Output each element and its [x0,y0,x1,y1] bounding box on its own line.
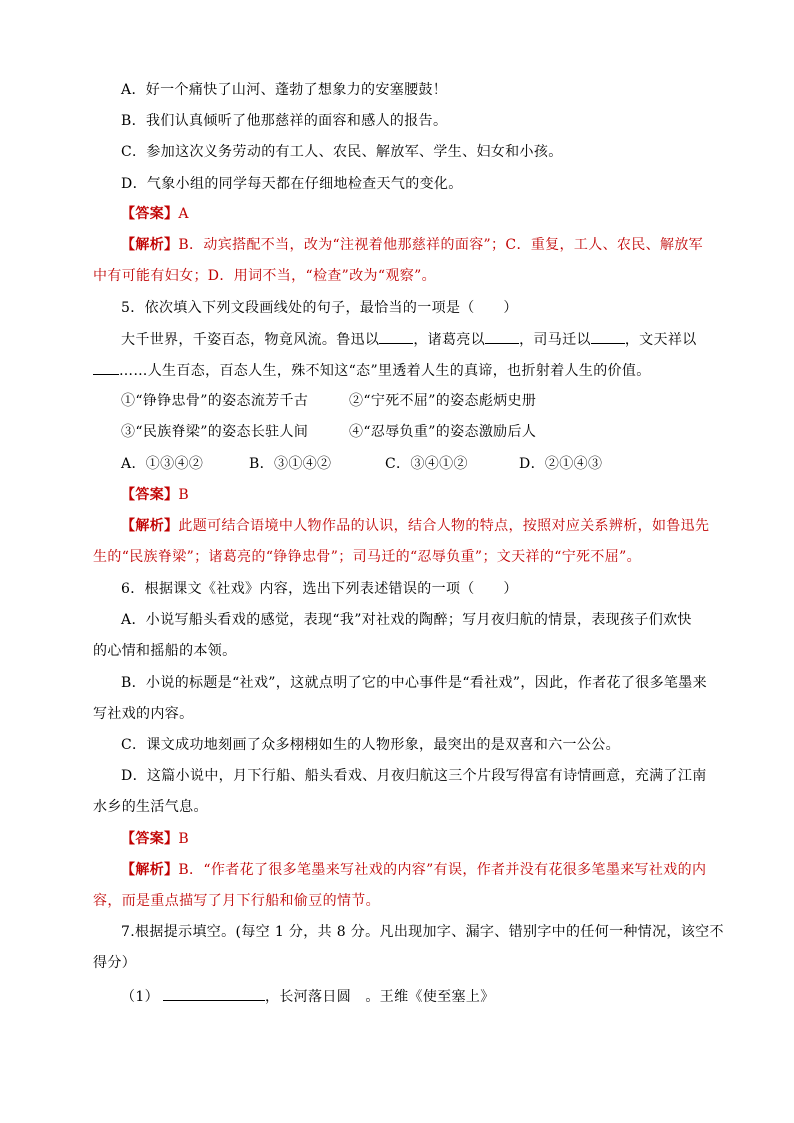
q5-item: ①“铮铮忠骨”的姿态流芳千古 [121,393,309,409]
q4-option-d: D．气象小组的同学每天都在仔细地检查天气的变化。 [121,176,463,192]
fill-blank [93,360,119,375]
q4-answer [121,204,711,224]
q6-option-a-line2: 的心情和摇船的本领。 [93,643,237,659]
q5-choice: A．①③④② [121,456,204,472]
fill-blank [163,986,265,1001]
q5-analysis-line1 [121,516,711,536]
q5-items-row2 [121,422,711,442]
q5-item: ②“宁死不屈”的姿态彪炳史册 [349,393,537,409]
q4-option-c: C．参加这次义务劳动的有工人、农民、解放军、学生、妇女和小孩。 [121,144,563,160]
q6-stem: 6．根据课文《社戏》内容，选出下列表述错误的一项（ ） [121,581,518,597]
passage-text: ，诸葛亮以 [413,332,486,348]
passage-text: 大千世界，千姿百态，物竟风流。鲁迅以 [121,332,380,348]
q6-option-d-line2: 水乡的生活气息。 [93,799,208,815]
q5-passage-line1 [121,329,711,350]
answer-tag: 【答案】 [121,831,179,847]
q6-analysis-line2: 容，而是重点描写了月下行船和偷豆的情节。 [93,893,380,909]
q5-item: ④“忍辱负重”的姿态激励后人 [349,424,537,440]
q5-passage-line2 [93,360,683,381]
q5-item: ③“民族脊梁”的姿态长驻人间 [121,424,309,440]
item-text: ，长河落日圆 。王维《使至塞上》 [264,989,495,1005]
q7-item1 [121,986,711,1007]
q6-option-b-line1: B．小说的标题是“社戏”，这就点明了它的中心事件是“看社戏”，因此，作者花了很多笔墨来 [121,675,707,691]
q5-choice: C．③④①② [385,456,468,472]
q5-choice: B．③①④② [249,456,332,472]
fill-blank [591,329,625,344]
q4-option-b: B．我们认真倾听了他那慈祥的面容和感人的报告。 [121,113,448,129]
q7-stem-line2: 得分） [93,955,137,971]
q5-choice: D．②①④③ [519,456,603,472]
q6-analysis-line1 [121,860,711,880]
answer-tag: 【答案】 [121,487,179,503]
analysis-text: B．动宾搭配不当，改为“注视着他那慈祥的面容”；C．重复，工人、农民、解放军 [178,237,704,253]
q5-items-row1 [121,391,711,411]
fill-blank [379,329,413,344]
q7-stem-line1: 7.根据提示填空。(每空 1 分，共 8 分。凡出现加字、漏字、错别字中的任何一种情况，该空不 [121,924,724,940]
analysis-tag: 【解析】 [121,237,179,253]
answer-value: B [178,487,190,503]
q6-option-d-line1: D．这篇小说中，月下行船、船头看戏、月夜归航这三个片段写得富有诗情画意，充满了江南 [121,768,707,784]
passage-text: ，司马迁以 [519,332,591,348]
q4-analysis-line2: 中有可能有妇女；D．用词不当，“检查”改为“观察”。 [93,268,436,284]
item-number: （1） [121,989,159,1005]
q6-option-c: C．课文成功地刻画了众多栩栩如生的人物形象，最突出的是双喜和六一公公。 [121,737,620,753]
analysis-text: B．“作者花了很多笔墨来写社戏的内容”有误，作者并没有花很多笔墨来写社戏的内 [178,862,707,878]
answer-value: A [178,206,189,222]
q5-analysis-line2: 生的“民族脊梁”；诸葛亮的“铮铮忠骨”；司马迁的“忍辱负重”；文天祥的“宁死不屈”。 [93,549,641,565]
q5-answer [121,485,711,505]
answer-tag: 【答案】 [121,206,179,222]
fill-blank [485,329,519,344]
analysis-tag: 【解析】 [121,518,179,534]
q5-stem: 5．依次填入下列文段画线处的句子，最恰当的一项是（ ） [121,300,518,316]
q6-answer [121,829,711,849]
analysis-text: 此题可结合语境中人物作品的认识，结合人物的特点，按照对应关系辨析，如鲁迅先 [178,518,710,534]
q5-choices [121,454,711,474]
q6-option-a-line1: A．小说写船头看戏的感觉，表现“我”对社戏的陶醉；写月夜归航的情景，表现孩子们欢快 [121,612,692,628]
passage-text: ，文天祥以 [624,332,697,348]
q6-option-b-line2: 写社戏的内容。 [93,706,194,722]
q4-option-a: A．好一个痛快了山河、蓬勃了想象力的安塞腰鼓！ [121,82,448,98]
analysis-tag: 【解析】 [121,862,179,878]
passage-text: ……人生百态，百态人生，殊不知这“态”里透着人生的真谛，也折射着人生的价值。 [119,363,651,379]
answer-value: B [178,831,190,847]
q4-analysis-line1 [121,235,711,255]
